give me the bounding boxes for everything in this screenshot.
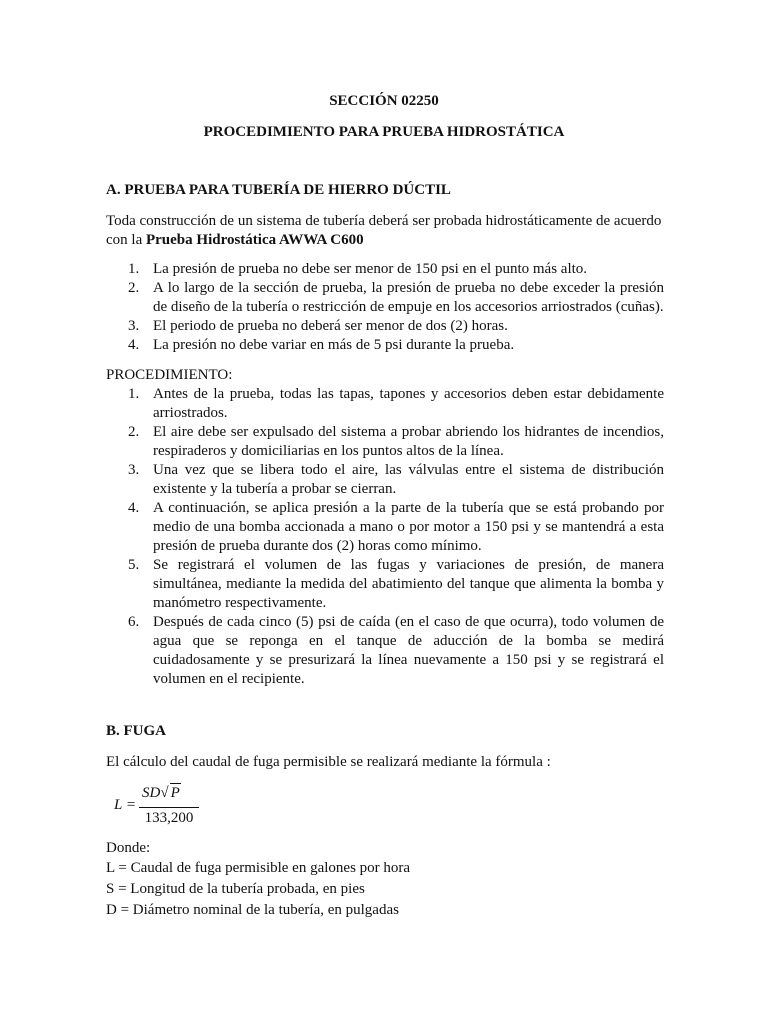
definition-item: D = Diámetro nominal de la tubería, en pulgadas xyxy=(106,902,399,918)
intro-prefix: con la xyxy=(106,232,146,248)
list-item-number: 3. xyxy=(128,318,140,334)
intro-standard: Prueba Hidrostática AWWA C600 xyxy=(145,232,364,248)
list-item xyxy=(106,385,664,423)
procedure-list xyxy=(106,385,664,689)
definition-item: L = Caudal de fuga permisible en galones por hora xyxy=(106,860,411,876)
formula-denominator: 133,200 xyxy=(144,810,194,826)
list-item xyxy=(106,423,664,461)
document-title: PROCEDIMIENTO PARA PRUEBA HIDROSTÁTICA xyxy=(203,124,565,140)
list-item-number: 5. xyxy=(128,557,140,573)
list-item-text: El periodo de prueba no deberá ser menor de dos (2) horas. xyxy=(153,318,508,334)
list-item-number: 4. xyxy=(128,500,140,516)
list-item-text: El aire debe ser expulsado del sistema a probar abriendo los hidrantes de incendios, respiraderos y domiciliarias en los puntos altos de la línea. xyxy=(153,424,664,459)
list-item-text: Una vez que se libera todo el aire, las válvulas entre el sistema de distribución existente y la tubería a probar se cierran. xyxy=(153,462,664,497)
list-item xyxy=(106,260,664,279)
list-item-text: Se registrará el volumen de las fugas y variaciones de presión, de manera simultánea, mediante la medida del abatimiento del tanque que alimenta la bomba y manómetro respectivamente. xyxy=(153,557,664,611)
where-label: Donde: xyxy=(106,840,151,856)
list-item xyxy=(106,279,664,317)
formula-radicand: P xyxy=(170,785,180,801)
leakage-formula xyxy=(112,783,202,829)
list-item-number: 2. xyxy=(128,424,140,440)
section-a-intro xyxy=(106,212,664,250)
list-item-number: 6. xyxy=(128,614,140,630)
intro-line-1: Toda construcción de un sistema de tubería deberá ser probada hidrostáticamente de acuerdo xyxy=(106,213,662,229)
list-item xyxy=(106,556,664,613)
section-number: SECCIÓN 02250 xyxy=(329,93,439,109)
requirements-list xyxy=(106,260,664,355)
list-item-number: 3. xyxy=(128,462,140,478)
definition-item: S = Longitud de la tubería probada, en pies xyxy=(106,881,365,897)
list-item xyxy=(106,317,664,336)
section-a-heading: A. PRUEBA PARA TUBERÍA DE HIERRO DÚCTIL xyxy=(106,182,451,198)
formula-numerator xyxy=(142,783,181,803)
list-item-text: A continuación, se aplica presión a la parte de la tubería que se está probando por medio de una bomba accionada a mano o por motor a 150 psi y se mantendrá a esta presión de prueba durante dos (2) horas como mínimo. xyxy=(153,500,664,554)
list-item-text: Después de cada cinco (5) psi de caída (en el caso de que ocurra), todo volumen de agua que se reponga en el tanque de aducción de la bomba se medirá cuidadosamente y se presurizará la línea nuevamente a 150 psi y se registrará el volumen en el recipiente. xyxy=(153,614,664,687)
list-item-text: La presión de prueba no debe ser menor de 150 psi en el punto más alto. xyxy=(153,261,588,277)
section-b-intro: El cálculo del caudal de fuga permisible se realizará mediante la fórmula : xyxy=(106,754,551,770)
list-item-text: A lo largo de la sección de prueba, la presión de prueba no debe exceder la presión de diseño de la tubería o restricción de empuje en los accesorios arriostrados (cuñas). xyxy=(153,280,664,315)
list-item-number: 1. xyxy=(128,386,140,402)
radical-sign: √ xyxy=(160,785,169,801)
fraction-bar xyxy=(139,807,199,808)
list-item-number: 2. xyxy=(128,280,140,296)
list-item-number: 1. xyxy=(128,261,140,277)
list-item xyxy=(106,613,664,689)
formula-lhs: L = xyxy=(114,797,136,813)
list-item xyxy=(106,461,664,499)
list-item-number: 4. xyxy=(128,337,140,353)
procedure-label: PROCEDIMIENTO: xyxy=(106,367,233,383)
list-item-text: Antes de la prueba, todas las tapas, tapones y accesorios deben estar debidamente arriostrados. xyxy=(153,386,664,421)
list-item xyxy=(106,499,664,556)
list-item-text: La presión no debe variar en más de 5 psi durante la prueba. xyxy=(153,337,515,353)
list-item xyxy=(106,336,664,355)
section-b-heading: B. FUGA xyxy=(106,723,166,739)
formula-numerator-prefix: SD xyxy=(142,785,161,801)
